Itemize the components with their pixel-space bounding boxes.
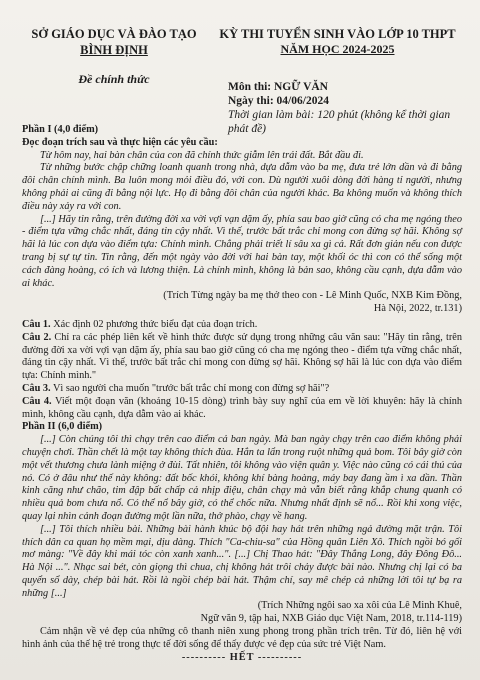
passage1-para: [...] Hãy tin rằng, trên đường đời xa vời vợi vạn dặm ấy, phía sau bao giờ cũng có cha mẹ ngóng theo - điểm tựa vững chắc nhất, đáng tin cậy nhất. Vì thế, trước bất trắc chỉ mong con đừng sợ hãi. Không sợ hãi là lúc con dựa vào điểm tựa: Chính mình. Chẳng phải triết lí sâu xa gì cả. Rất đơn giản nếu con được trang bị sự tự tin. Tin rằng, đến một ngày vào đời với hai bàn tay, một khối óc thì con có thể sống một cách đàng hoàng, có ích và lương thiện. Là chính mình, không là bản sao, không cầu cạnh, dựa dẫm vào ai khác. xyxy=(22,213,462,289)
question-4: Câu 4. Viết một đoạn văn (khoảng 10-15 dòng) trình bày suy nghĩ của em về lời khuyên: hãy là chính mình, không cầu cạnh, dựa dẫm vào ai khác. xyxy=(22,395,463,420)
question-3: Câu 3. Vì sao người cha muốn "trước bất trắc chỉ mong con đừng sợ hãi"? xyxy=(22,382,330,394)
part2-title: Phần II (6,0 điểm) xyxy=(22,421,103,433)
passage1-source-cont: Hà Nội, 2022, tr.131) xyxy=(373,303,462,315)
passage1-para: Từ hôm nay, hai bàn chân của con đã chính thức giẫm lên trái đất. Bắt đầu đi. xyxy=(40,149,364,161)
exam-title-block xyxy=(210,26,465,57)
part2-task: Cảm nhận về vẻ đẹp của những cô thanh niên xung phong trong phần trích trên. Từ đó, liên hệ với hình ảnh của thế hệ trẻ trong thực tế đời sống để thấy được vẻ đẹp của sức trẻ Việt Nam. xyxy=(22,626,462,650)
exam-title: KỲ THI TUYỂN SINH VÀO LỚP 10 THPT xyxy=(219,27,456,41)
school-year: NĂM HỌC 2024-2025 xyxy=(280,42,395,56)
department-name: SỞ GIÁO DỤC VÀ ĐÀO TẠO xyxy=(31,27,197,41)
passage2-para: [...] Tôi thích nhiều bài. Những bài hành khúc bộ đội hay hát trên những ngả đường mặt trận. Tôi thích dân ca quan họ mềm mại, dịu dàng. Thích "Ca-chiu-sa" của Hồng quân Liên Xô. Thích ngồi bó gối mơ màng: "Về đây khi mái tóc còn xanh xanh...". [...] Chị Thao hát: "Đây Thắng Long, đây Đông Đô... Hà Nội ...". Nhạc sai bét, còn giọng thì chua, chị không hát trôi chảy được bài nào. Nhưng chị lại có ba quyển sổ dày, chép bài hát. Rồi là ngồi chép bài hát. Thậm chí, say mê chép cả những lời tôi tự bạ ra những [...] xyxy=(22,523,462,599)
passage1-para: Từ những bước chập chững loanh quanh trong nhà, dựa dẫm vào ba mẹ, đưa trẻ lớn dần và đi bằng đôi chân chính mình. Ba luôn mong mỏi điều đó, với con. Dù người xuôi dòng đời hàng tỉ người, nhưng không phải ai cũng đi bằng nội lực. Họ đi bằng đôi chân của người khác. Ba không muốn và không thích điều này xảy ra với con. xyxy=(22,162,462,212)
passage2-source-cont: Ngữ văn 9, tập hai, NXB Giáo dục Việt Nam, 2018, tr.114-119) xyxy=(200,613,462,625)
exam-body xyxy=(22,124,462,664)
province-name: BÌNH ĐỊNH xyxy=(80,43,148,57)
question-2: Câu 2. Chỉ ra các phép liên kết về hình thức được sử dụng trong những câu văn sau: "Hãy tin rằng, trên đường đời xa vời vợi vạn dặm ấy, phía sau bao giờ cũng có cha mẹ ngóng theo - điểm tựa vững chắc nhất, đáng tin cậy nhất. Vì thế, trước bất trắc chỉ mong con đừng sợ hãi. Không sợ hãi là lúc con dựa vào điểm tựa: Chính mình." xyxy=(22,331,463,382)
issuer-block xyxy=(24,26,204,87)
end-mark: ---------- HẾT ---------- xyxy=(181,651,303,663)
time-allowed: Thời gian làm bài: 120 phút (không kể thời gian phát đề) xyxy=(228,109,451,135)
passage2-source: (Trích Những ngôi sao xa xôi của Lê Minh Khuê, xyxy=(257,600,462,612)
subject: Môn thi: NGỮ VĂN xyxy=(228,81,328,93)
passage1-source: (Trích Từng ngày ba mẹ thở theo con - Lê Minh Quốc, NXB Kim Đồng, xyxy=(163,290,462,302)
official-label: Đề chính thức xyxy=(78,72,150,86)
question-1: Câu 1. Xác định 02 phương thức biểu đạt của đoạn trích. xyxy=(22,318,258,330)
passage2-para: [...] Còn chúng tôi thì chạy trên cao điểm cả ban ngày. Mà ban ngày chạy trên cao điểm không phải chuyện chơi. Thần chết là một tay không thích đùa. Hắn ta lẩn trong ruột những quả bom. Tôi bây giờ còn một vết thương chưa lành miệng ở đùi. Tất nhiên, tôi không vào viện quân y. Việc nào cũng có cái thú của nó. Có ở đâu như thế này không: đất bốc khói, không khí bàng hoàng, máy bay đang ầm ì xa dần. Thần kinh căng như chão, tim đập bất chấp cả nhịp điệu, chân chạy mà vẫn biết rằng khắp chung quanh có nhiều quả bom chưa nổ. Có thể nổ bây giờ, có thể chốc nữa. Nhưng nhất định sẽ nổ... Rồi khi xong việc, quay lại nhìn cảnh đoạn đường một lần nữa, thở phào, chạy về hang. xyxy=(22,434,462,522)
part1-instruction: Đọc đoạn trích sau và thực hiện các yêu cầu: xyxy=(22,136,218,148)
exam-date: Ngày thi: 04/06/2024 xyxy=(228,95,329,107)
part1-title: Phần I (4,0 điểm) xyxy=(22,124,99,135)
